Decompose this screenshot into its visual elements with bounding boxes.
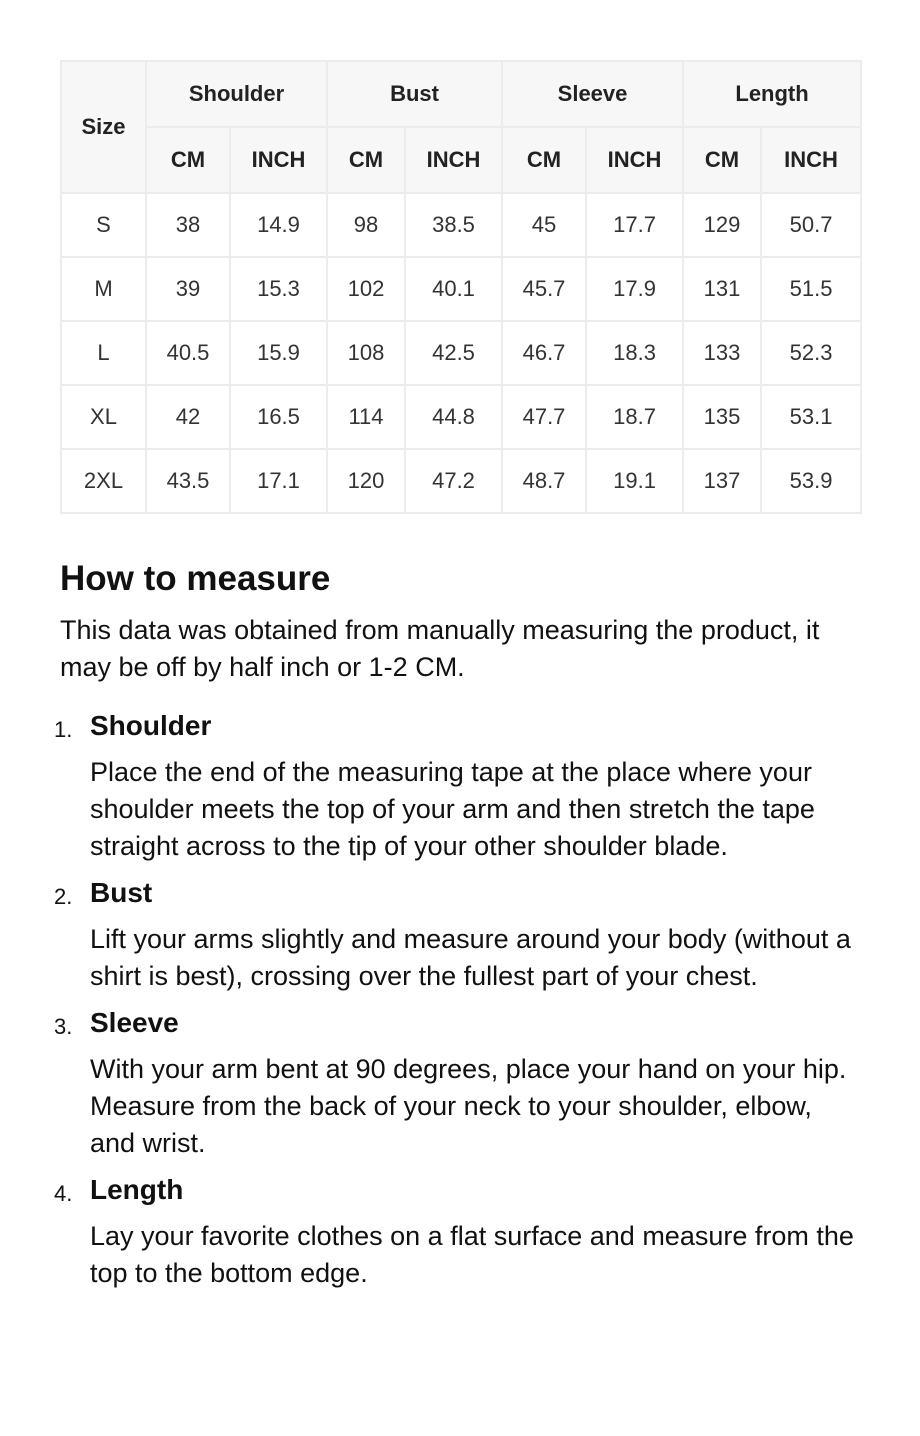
table-cell: 98 (327, 193, 405, 257)
size-cell: S (61, 193, 146, 257)
measure-steps-list (54, 708, 860, 1292)
step-number: 1. (54, 717, 73, 742)
header-size: Size (61, 61, 146, 193)
intro-paragraph: This data was obtained from manually measuring the product, it may be off by half inch or 1-2 CM. (60, 615, 820, 682)
table-cell: 15.9 (230, 321, 327, 385)
table-cell: 51.5 (761, 257, 861, 321)
table-cell: 114 (327, 385, 405, 449)
step-description: Lay your favorite clothes on a flat surface and measure from the top to the bottom edge. (90, 1221, 854, 1288)
table-cell: 42.5 (405, 321, 502, 385)
table-cell: 14.9 (230, 193, 327, 257)
step-number: 2. (54, 884, 73, 909)
header-shoulder-cm: CM (146, 127, 230, 193)
size-cell: M (61, 257, 146, 321)
table-cell: 39 (146, 257, 230, 321)
table-header-row-groups (61, 61, 861, 127)
table-cell: 53.9 (761, 449, 861, 513)
header-bust-cm: CM (327, 127, 405, 193)
table-cell: 133 (683, 321, 761, 385)
table-cell: 52.3 (761, 321, 861, 385)
table-cell: 15.3 (230, 257, 327, 321)
table-cell: 46.7 (502, 321, 586, 385)
step-description: With your arm bent at 90 degrees, place your hand on your hip. Measure from the back of your neck to your shoulder, elbow, and wrist. (90, 1054, 847, 1158)
table-cell: 45.7 (502, 257, 586, 321)
table-row (61, 385, 861, 449)
table-cell: 17.7 (586, 193, 683, 257)
table-row (61, 449, 861, 513)
table-cell: 102 (327, 257, 405, 321)
step-description: Lift your arms slightly and measure around your body (without a shirt is best), crossing over the fullest part of your chest. (90, 924, 851, 991)
table-cell: 47.7 (502, 385, 586, 449)
table-cell: 18.7 (586, 385, 683, 449)
step-title: Length (90, 1174, 184, 1205)
table-cell: 19.1 (586, 449, 683, 513)
table-cell: 135 (683, 385, 761, 449)
header-length-cm: CM (683, 127, 761, 193)
table-cell: 120 (327, 449, 405, 513)
table-cell: 38.5 (405, 193, 502, 257)
list-item (54, 708, 860, 865)
table-cell: 129 (683, 193, 761, 257)
header-bust: Bust (327, 61, 502, 127)
table-cell: 45 (502, 193, 586, 257)
header-length: Length (683, 61, 861, 127)
size-guide (54, 60, 860, 1302)
header-sleeve: Sleeve (502, 61, 683, 127)
table-cell: 47.2 (405, 449, 502, 513)
size-chart-table (60, 60, 862, 514)
table-row (61, 193, 861, 257)
size-cell: 2XL (61, 449, 146, 513)
table-cell: 42 (146, 385, 230, 449)
table-row (61, 257, 861, 321)
header-shoulder-inch: INCH (230, 127, 327, 193)
table-cell: 50.7 (761, 193, 861, 257)
table-cell: 48.7 (502, 449, 586, 513)
table-header-row-units (61, 127, 861, 193)
step-number: 3. (54, 1014, 73, 1039)
section-title: How to measure (60, 559, 331, 598)
table-cell: 131 (683, 257, 761, 321)
table-cell: 137 (683, 449, 761, 513)
header-sleeve-inch: INCH (586, 127, 683, 193)
table-cell: 17.1 (230, 449, 327, 513)
table-cell: 17.9 (586, 257, 683, 321)
step-title: Shoulder (90, 710, 212, 741)
list-item (54, 875, 860, 995)
table-cell: 43.5 (146, 449, 230, 513)
table-cell: 108 (327, 321, 405, 385)
table-cell: 53.1 (761, 385, 861, 449)
table-cell: 18.3 (586, 321, 683, 385)
table-cell: 40.5 (146, 321, 230, 385)
list-item (54, 1005, 860, 1162)
table-cell: 44.8 (405, 385, 502, 449)
header-length-inch: INCH (761, 127, 861, 193)
table-cell: 16.5 (230, 385, 327, 449)
step-title: Bust (90, 877, 153, 908)
table-cell: 40.1 (405, 257, 502, 321)
size-cell: XL (61, 385, 146, 449)
header-bust-inch: INCH (405, 127, 502, 193)
table-row (61, 321, 861, 385)
list-item (54, 1172, 860, 1292)
step-number: 4. (54, 1181, 73, 1206)
header-shoulder: Shoulder (146, 61, 327, 127)
header-sleeve-cm: CM (502, 127, 586, 193)
size-cell: L (61, 321, 146, 385)
step-title: Sleeve (90, 1007, 179, 1038)
table-cell: 38 (146, 193, 230, 257)
step-description: Place the end of the measuring tape at the place where your shoulder meets the top of your arm and then stretch the tape straight across to the tip of your other shoulder blade. (90, 757, 815, 861)
